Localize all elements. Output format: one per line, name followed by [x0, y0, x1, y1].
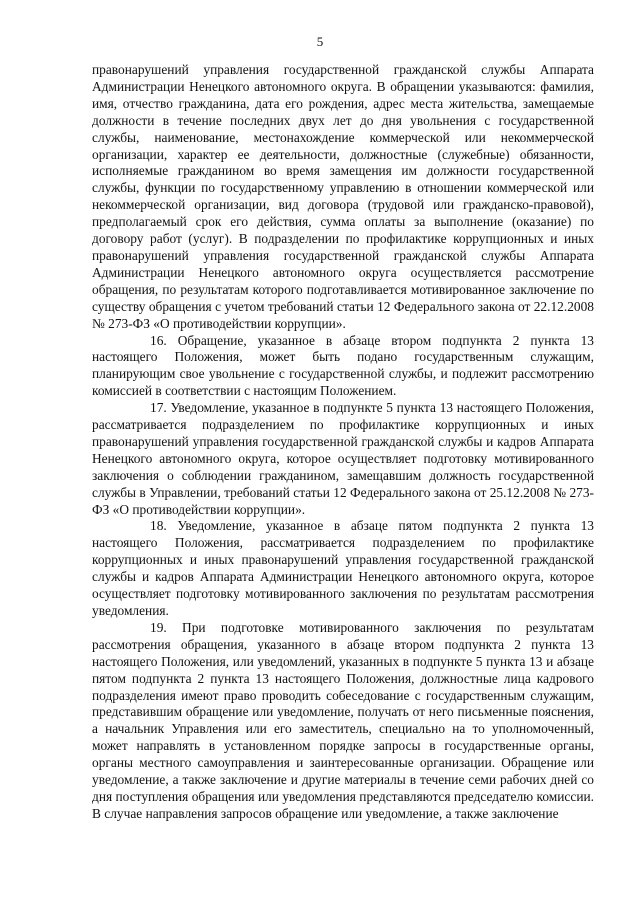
- paragraph-item-16: 16. Обращение, указанное в абзаце втором подпункта 2 пункта 13 настоящего Положения, может быть подано государственным служащим, планирующим свое увольнение с государственной службы, и подлежит рассмотрению комиссией в соответствии с настоящим Положением.: [92, 332, 594, 399]
- paragraph-item-18: 18. Уведомление, указанное в абзаце пятом подпункта 2 пункта 13 настоящего Положения, рассматривается подразделением по профилактике коррупционных и иных правонарушений управления государственной гражданской службы и кадров Аппарата Администрации Ненецкого автономного округа, которое осуществляет подготовку мотивированного заключения по результатам рассмотрения уведомления.: [92, 518, 594, 618]
- paragraph-item-19: 19. При подготовке мотивированного заключения по результатам рассмотрения обращения, указанного в абзаце втором подпункта 2 пункта 13 настоящего Положения, или уведомлений, указанных в подпункте 5 пункта 13 и абзаце пятом подпункта 2 пункта 13 настоящего Положения, должностные лица кадрового подразделения имеют право проводить собеседование с государственным служащим, представившим обращение или уведомление, получать от него письменные пояснения, а начальник Управления или его заместитель, специально на то уполномоченный, может направлять в установленном порядке запросы в государственные органы, органы местного самоуправления и заинтересованные организации. Обращение или уведомление, а также заключение и другие материалы в течение семи рабочих дней со дня поступления обращения или уведомления представляются председателю комиссии. В случае направления запросов обращение или уведомление, а также заключение: [92, 619, 594, 821]
- paragraph-continuation: правонарушений управления государственной гражданской службы Аппарата Администрации Ненецкого автономного округа. В обращении указываются: фамилия, имя, отчество гражданина, дата его рождения, адрес места жительства, замещаемые должности в течение последних двух лет до дня увольнения с государственной службы, наименование, местонахождение коммерческой или некоммерческой организации, характер ее деятельности, должностные (служебные) обязанности, исполняемые гражданином во время замещения им должности государственной службы, функции по государственному управлению в отношении коммерческой или некоммерческой организации, вид договора (трудовой или гражданско-правовой), предполагаемый срок его действия, сумма оплаты за выполнение (оказание) по договору работ (услуг). В подразделении по профилактике коррупционных и иных правонарушений управления государственной гражданской службы Аппарата Администрации Ненецкого автономного округа осуществляется рассмотрение обращения, по результатам которого подготавливается мотивированное заключение по существу обращения с учетом требований статьи 12 Федерального закона от 22.12.2008 № 273-ФЗ «О противодействии коррупции».: [92, 62, 594, 331]
- page-number: 5: [316, 34, 324, 49]
- document-body: [92, 62, 594, 823]
- paragraph-item-17: 17. Уведомление, указанное в подпункте 5 пункта 13 настоящего Положения, рассматривается подразделением по профилактике коррупционных и иных правонарушений управления государственной гражданской службы и кадров Аппарата Ненецкого автономного округа, которое осуществляет подготовку мотивированного заключения о соблюдении гражданином, замещавшим должность государственной службы в Управлении, требований статьи 12 Федерального закона от 25.12.2008 № 273-ФЗ «О противодействии коррупции».: [92, 400, 594, 517]
